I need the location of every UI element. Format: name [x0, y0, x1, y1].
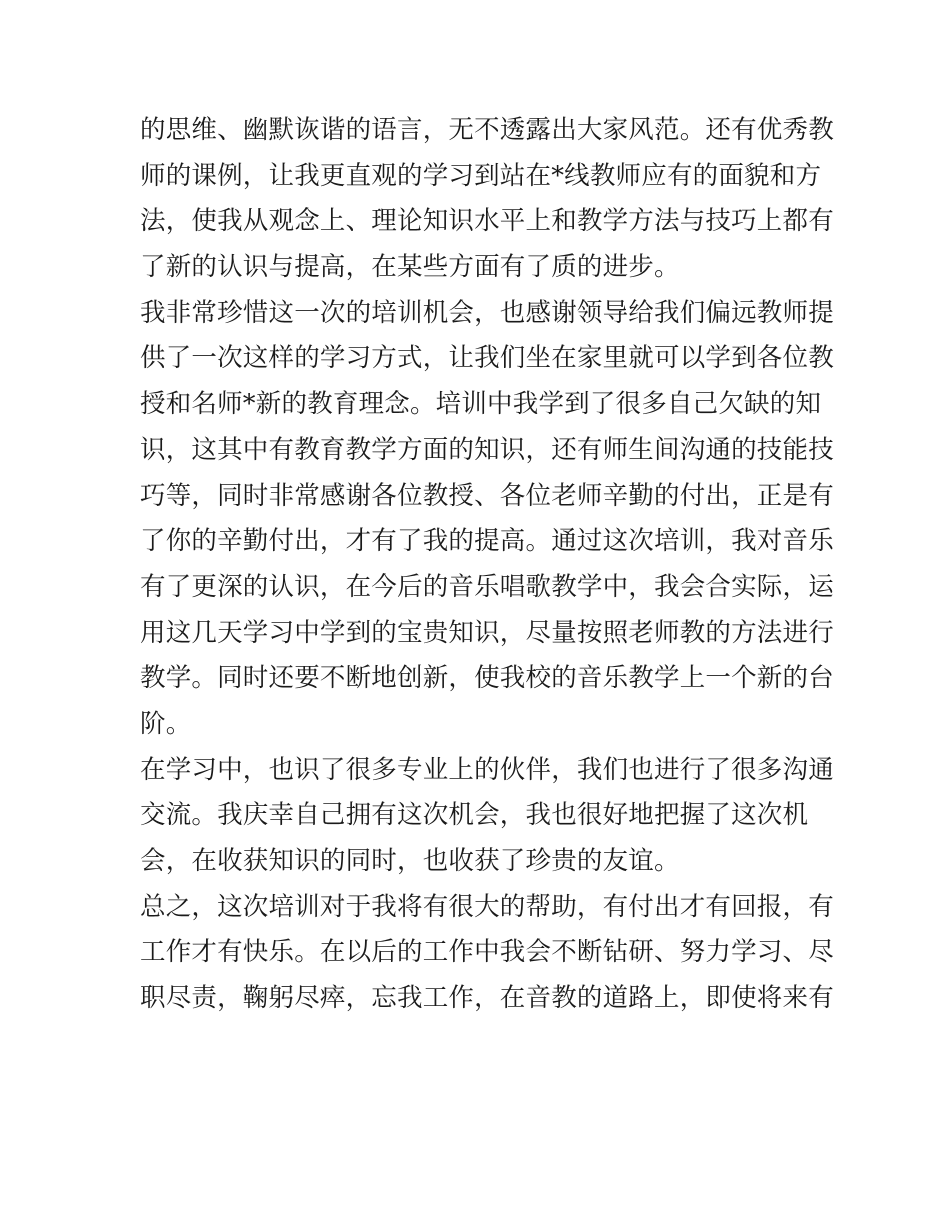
text-line-11: 有了更深的认识，在今后的音乐唱歌教学中，我会合实际，运: [140, 571, 834, 602]
text-line-17: 会，在收获知识的同时，也收获了珍贵的友谊。: [140, 846, 680, 876]
text-line-19: 工作才有快乐。在以后的工作中我会不断钻研、努力学习、尽: [140, 937, 834, 968]
text-line-20: 职尽责，鞠躬尽瘁，忘我工作，在音教的道路上，即使将来有: [140, 983, 834, 1014]
text-line-16: 交流。我庆幸自己拥有这次机会，我也很好地把握了这次机: [140, 800, 809, 831]
text-line-4: 了新的认识与提高，在某些方面有了质的进步。: [140, 252, 680, 283]
text-line-12: 用这几天学习中学到的宝贵知识，尽量按照老师教的方法进行: [140, 617, 834, 648]
text-line-18: 总之，这次培训对于我将有很大的帮助，有付出才有回报，有: [140, 891, 834, 922]
text-line-14: 阶。: [140, 708, 192, 739]
text-line-1: 的思维、幽默诙谐的语言，无不透露出大家风范。还有优秀教: [140, 115, 834, 145]
text-line-9: 巧等，同时非常感谢各位教授、各位老师辛勤的付出，正是有: [140, 480, 834, 511]
text-line-3: 法，使我从观念上、理论知识水平上和教学方法与技巧上都有: [140, 206, 834, 237]
text-line-6: 供了一次这样的学习方式，让我们坐在家里就可以学到各位教: [140, 343, 834, 374]
text-line-5: 我非常珍惜这一次的培训机会，也感谢领导给我们偏远教师提: [140, 297, 834, 328]
text-line-7: 授和名师*新的教育理念。培训中我学到了很多自己欠缺的知: [140, 389, 822, 420]
text-line-8: 识，这其中有教育教学方面的知识，还有师生间沟通的技能技: [140, 434, 834, 465]
text-line-2: 师的课例，让我更直观的学习到站在*线教师应有的面貌和方: [140, 160, 822, 191]
text-line-13: 教学。同时还要不断地创新，使我校的音乐教学上一个新的台: [140, 663, 834, 694]
text-line-15: 在学习中，也识了很多专业上的伙伴，我们也进行了很多沟通: [140, 754, 834, 785]
text-line-10: 了你的辛勤付出，才有了我的提高。通过这次培训，我对音乐: [140, 526, 834, 557]
body-text: [140, 108, 834, 1022]
